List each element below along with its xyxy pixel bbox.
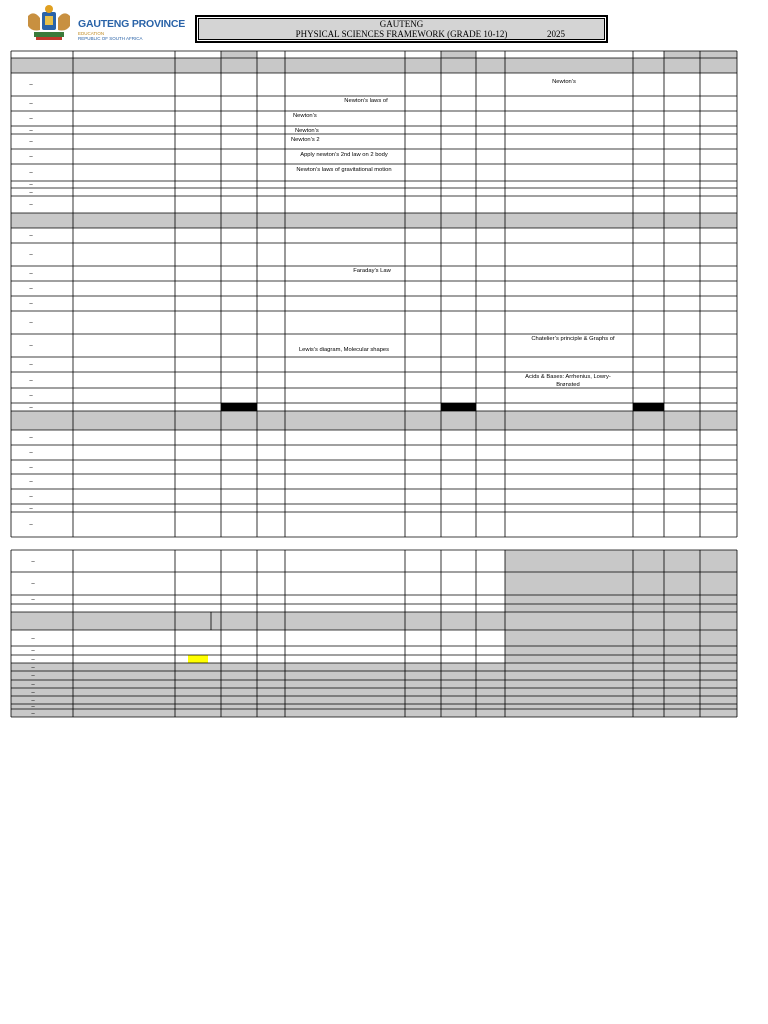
logo-name: GAUTENG PROVINCE [78, 18, 186, 30]
row-dash-mark: – [31, 559, 35, 565]
row-dash-mark: – [31, 711, 35, 717]
row-dash-mark: – [31, 682, 35, 688]
header-cell-tall [664, 51, 700, 73]
cell-text-lewis: Lewis’s diagram, Molecular shapes [298, 347, 390, 353]
header-cell-tall [441, 51, 476, 73]
row-dash-mark: – [29, 506, 33, 512]
title-line-1: GAUTENG [379, 19, 424, 29]
row-dash-mark: – [29, 190, 33, 196]
header-cell-tall [221, 51, 257, 73]
black-cell [441, 403, 476, 411]
row-dash-mark: – [29, 435, 33, 442]
title-year: 2025 [547, 29, 565, 39]
cell-text-newtons: Newton’s [552, 79, 576, 85]
row-dash-mark: – [29, 393, 33, 400]
title-framework: PHYSICAL SCIENCES FRAMEWORK (GRADE 10-12) [295, 29, 508, 39]
row-dash-mark: – [29, 82, 33, 89]
row-dash-mark: – [29, 362, 33, 369]
cell-text-bronsted: Brønsted [556, 382, 580, 388]
section-band-2 [11, 213, 737, 228]
row-dash-mark: – [29, 378, 33, 384]
row-dash-mark: – [29, 128, 33, 134]
row-dash-mark: – [29, 286, 33, 293]
row-dash-mark: – [29, 202, 33, 209]
black-cell [633, 403, 664, 411]
cell-text-acids-bases: Acids & Bases: Arrhenius, Lowry- [525, 374, 611, 380]
row-dash-mark: – [29, 170, 33, 177]
row-dash-mark: – [31, 690, 35, 696]
row-dash-mark: – [31, 665, 35, 671]
cell-text-gravitation: Newton’s laws of gravitational motion [296, 167, 392, 173]
row-dash-mark: – [29, 252, 33, 259]
row-dash-mark: – [29, 301, 33, 308]
table-2-grey-block [505, 630, 737, 663]
cell-text-newtons: Newton’s [293, 113, 317, 119]
table-2-section-band [11, 612, 737, 630]
row-dash-mark: – [29, 154, 33, 161]
cell-text-le-chatelier: Chatelier’s principle & Graphs of [531, 336, 615, 342]
cell-text-newtons-2nd-law: Apply newton’s 2nd law on 2 body [300, 152, 388, 158]
cell-text-newtons-2: Newton’s 2 [291, 137, 320, 143]
row-dash-mark: – [29, 494, 33, 501]
row-dash-mark: – [31, 648, 35, 655]
row-dash-mark: – [29, 479, 33, 486]
row-dash-mark: – [29, 233, 33, 240]
row-dash-mark: – [31, 673, 35, 680]
row-dash-mark: – [29, 139, 33, 146]
cell-text-faraday: Faraday’s Law [353, 268, 391, 274]
header-cell-tall [700, 51, 737, 73]
logo-sub-republic: REPUBLIC OF SOUTH AFRICA [78, 36, 143, 41]
row-dash-mark: – [29, 450, 33, 457]
cell-text-newtons: Newton’s [295, 128, 319, 134]
row-dash-mark: – [29, 320, 33, 327]
row-dash-mark: – [29, 182, 33, 189]
row-dash-mark: – [31, 597, 35, 604]
row-dash-mark: – [29, 522, 33, 529]
row-dash-mark: – [31, 698, 35, 704]
highlight-cell [188, 655, 208, 663]
row-dash-mark: – [31, 704, 35, 711]
logo-sub-education: EDUCATION [78, 31, 105, 36]
row-dash-mark: – [31, 657, 35, 663]
row-dash-mark: – [29, 465, 33, 471]
table-1-header-band [11, 58, 737, 73]
section-band-3 [11, 411, 737, 430]
row-dash-mark: – [29, 343, 33, 350]
cell-text-newtons-laws: Newton’s laws of [344, 98, 388, 104]
row-dash-mark: – [31, 581, 35, 588]
row-dash-mark: – [31, 636, 35, 642]
black-cell [221, 403, 257, 411]
row-dash-mark: – [29, 405, 33, 411]
row-dash-mark: – [29, 116, 33, 123]
row-dash-mark: – [29, 101, 33, 108]
row-dash-mark: – [29, 271, 33, 278]
